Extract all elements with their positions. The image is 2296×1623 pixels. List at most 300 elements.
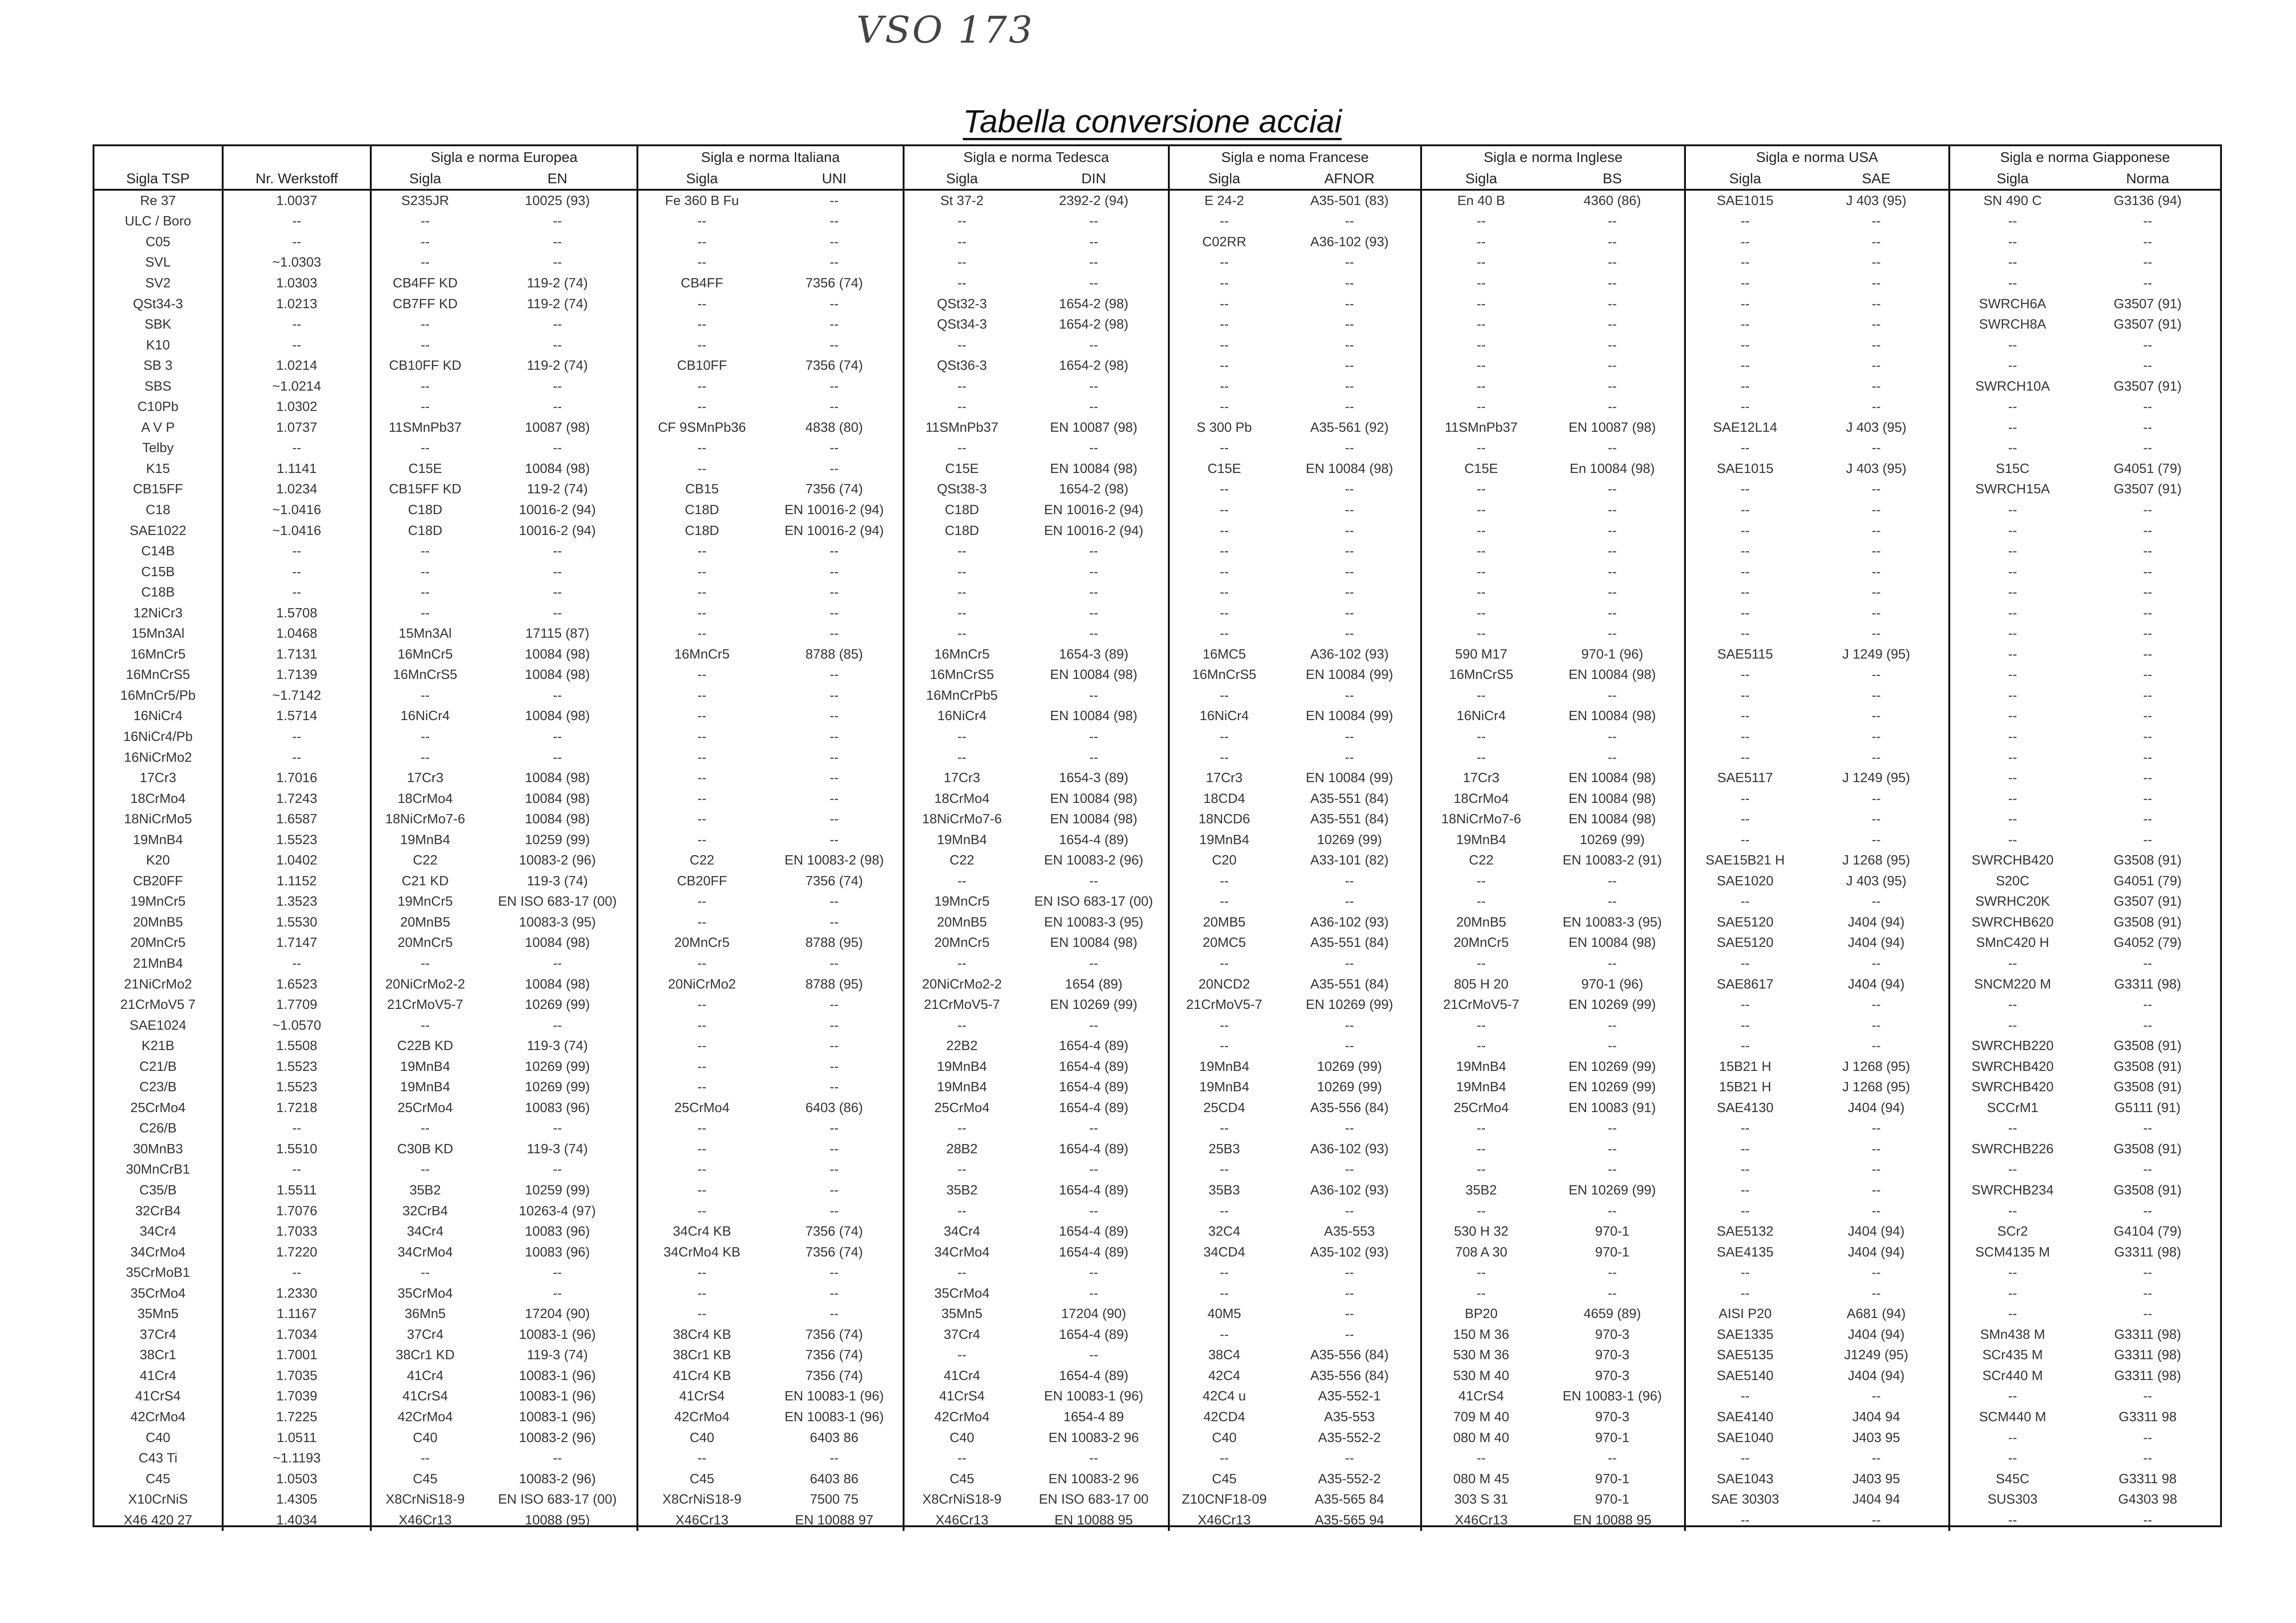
cell-fr-sigla: -- [1169,1036,1279,1057]
cell-it-norm: -- [830,1286,839,1301]
cell-uk-norm: 4360 (86) [1583,193,1641,208]
cell-uk-norm: -- [1608,564,1617,579]
cell-tsp: 41Cr4 [139,1368,176,1383]
cell-jp-norm: -- [2143,585,2152,600]
cell-it-norm: EN 10083-1 (96) [784,1389,884,1404]
header-europe-sigla: Sigla [371,168,478,190]
cell-uk-norm: EN 10087 (98) [1568,420,1656,435]
header-group-usa: Sigla e norma USA [1685,146,1949,168]
cell-eu-sigla: 35B2 [371,1180,478,1201]
cell-fr-norm: -- [1345,1306,1354,1322]
cell-de-norm: EN 10084 (98) [1050,667,1137,683]
cell-it-sigla: -- [637,1057,766,1077]
cell-de-norm: EN 10084 (98) [1050,935,1137,951]
cell-fr-norm: -- [1345,894,1354,909]
cell-it-sigla: -- [637,830,766,851]
cell-fr-sigla: 19MnB4 [1169,1077,1279,1098]
cell-uk-norm: 970-1 [1595,1224,1629,1239]
cell-us-norm: -- [1872,1265,1881,1281]
cell-eu-norm: 119-2 (74) [527,482,588,497]
cell-de-sigla: C18D [904,500,1019,521]
cell-eu-sigla: -- [371,335,478,356]
cell-tsp: Telby [142,441,174,456]
cell-jp-norm: G3507 (91) [2114,379,2182,394]
cell-us-sigla: -- [1685,232,1804,253]
cell-us-norm: J404 (94) [1847,1224,1905,1239]
cell-de-norm: 1654-4 (89) [1059,1059,1129,1074]
cell-jp-norm: -- [2143,812,2152,827]
cell-de-sigla: 34Cr4 [904,1221,1019,1242]
cell-tsp: SBS [144,379,172,394]
table-row [94,706,2220,727]
cell-it-norm: -- [830,1203,839,1219]
cell-eu-norm: -- [553,1162,562,1177]
cell-fr-sigla: -- [1169,623,1279,644]
cell-uk-sigla: 303 S 31 [1421,1489,1540,1510]
cell-fr-norm: -- [1345,317,1354,332]
cell-de-sigla: -- [904,438,1019,459]
cell-de-sigla: -- [904,727,1019,747]
cell-eu-norm: 10083-2 (96) [519,1430,596,1445]
cell-fr-norm: A36-102 (93) [1310,1183,1389,1198]
cell-fr-norm: EN 10269 (99) [1305,997,1393,1013]
cell-it-sigla: 41CrS4 [637,1387,766,1407]
header-group-japan: Sigla e norma Giapponese [1949,146,2220,168]
cell-it-norm: 7356 (74) [805,1224,863,1239]
cell-it-norm: -- [830,234,839,249]
cell-uk-sigla: 19MnB4 [1421,1077,1540,1098]
cell-jp-sigla: -- [1949,789,2075,809]
cell-fr-sigla: -- [1169,871,1279,892]
cell-de-norm: 1654-2 (98) [1059,358,1129,373]
cell-fr-sigla: -- [1169,562,1279,583]
cell-werkstoff: -- [223,438,371,459]
cell-jp-norm: -- [2143,234,2152,249]
cell-de-sigla: QSt38-3 [904,479,1019,500]
cell-it-sigla: Fe 360 B Fu [637,190,766,211]
table-row [94,376,2220,397]
cell-eu-norm: 119-2 (74) [527,296,588,311]
cell-fr-sigla: -- [1169,582,1279,603]
cell-uk-sigla: 21CrMoV5-7 [1421,995,1540,1015]
cell-jp-norm: -- [2143,791,2152,806]
table-row [94,1387,2220,1407]
cell-de-sigla: 16MnCrPb5 [904,685,1019,706]
cell-uk-sigla: -- [1421,1448,1540,1469]
cell-it-sigla: -- [637,892,766,913]
cell-uk-sigla: 25CrMo4 [1421,1098,1540,1119]
cell-uk-norm: -- [1608,873,1617,889]
cell-tsp: C15B [141,564,175,579]
cell-uk-sigla: 35B2 [1421,1180,1540,1201]
cell-eu-norm: 10084 (98) [524,771,590,786]
cell-werkstoff: -- [223,314,371,335]
cell-us-sigla: 15B21 H [1685,1057,1804,1077]
cell-us-sigla: SAE5135 [1685,1345,1804,1366]
cell-us-sigla: SAE8617 [1685,974,1804,995]
cell-fr-norm: -- [1345,1203,1354,1219]
cell-de-norm: EN 10083-3 (95) [1044,914,1143,930]
cell-jp-sigla: -- [1949,1510,2075,1531]
cell-uk-sigla: -- [1421,1201,1540,1222]
cell-us-sigla: SAE 30303 [1685,1489,1804,1510]
cell-uk-norm: -- [1608,1451,1617,1466]
table-row [94,1428,2220,1449]
cell-eu-norm: 10083-3 (95) [519,914,596,930]
cell-it-norm: -- [830,894,839,909]
cell-tsp: 34Cr4 [139,1224,176,1239]
cell-fr-norm: A35-561 (92) [1310,420,1389,435]
cell-us-norm: J404 (94) [1847,914,1905,930]
cell-eu-sigla: -- [371,376,478,397]
table-row [94,892,2220,913]
table-row [94,500,2220,521]
cell-tsp: SV2 [145,275,171,291]
cell-werkstoff: -- [223,727,371,747]
cell-uk-sigla: 17Cr3 [1421,768,1540,789]
cell-de-norm: -- [1089,214,1098,229]
cell-it-norm: -- [830,667,839,683]
cell-de-sigla: -- [904,871,1019,892]
cell-eu-sigla: 20MnB5 [371,912,478,933]
cell-de-sigla: -- [904,232,1019,253]
cell-fr-sigla: -- [1169,1325,1279,1345]
cell-us-norm: -- [1872,585,1881,600]
cell-fr-sigla: 25CD4 [1169,1098,1279,1119]
cell-uk-norm: -- [1608,399,1617,415]
cell-de-norm: -- [1089,956,1098,971]
cell-uk-sigla: 080 M 40 [1421,1428,1540,1449]
cell-us-norm: J404 94 [1852,1410,1900,1425]
cell-fr-norm: -- [1345,729,1354,744]
cell-fr-sigla: -- [1169,355,1279,376]
cell-werkstoff: -- [223,747,371,768]
cell-it-norm: -- [830,214,839,229]
cell-eu-norm: -- [553,585,562,600]
cell-fr-norm: 10269 (99) [1317,1080,1382,1095]
cell-eu-sigla: C22B KD [371,1036,478,1057]
table-row [94,1325,2220,1345]
cell-tsp: C18B [141,585,175,600]
cell-jp-sigla: -- [1949,706,2075,727]
cell-uk-norm: -- [1608,358,1617,373]
cell-de-norm: -- [1089,1121,1098,1136]
cell-uk-norm: 970-1 [1595,1430,1629,1445]
cell-it-norm: -- [830,296,839,311]
cell-it-sigla: X46Cr13 [637,1510,766,1531]
cell-us-norm: -- [1872,894,1881,909]
cell-werkstoff: 1.5510 [223,1139,371,1160]
cell-eu-sigla: -- [371,397,478,417]
cell-fr-sigla: 19MnB4 [1169,1057,1279,1077]
cell-eu-sigla: C22 [371,851,478,871]
cell-it-sigla: -- [637,623,766,644]
cell-uk-sigla: En 40 B [1421,190,1540,211]
cell-us-sigla: SAE5132 [1685,1221,1804,1242]
cell-it-norm: -- [830,729,839,744]
cell-jp-norm: G3311 (98) [2114,1244,2181,1260]
cell-it-norm: -- [830,399,839,415]
cell-us-sigla: -- [1685,995,1804,1015]
table-row [94,912,2220,933]
header-usa-sigla: Sigla [1685,168,1804,190]
cell-de-norm: EN 10084 (98) [1050,709,1137,724]
cell-fr-sigla: 18NCD6 [1169,809,1279,830]
cell-eu-norm: 10259 (99) [524,832,590,847]
cell-uk-norm: 4659 (89) [1583,1306,1641,1322]
cell-jp-norm: G3311 (98) [2114,1368,2181,1383]
cell-us-norm: -- [1872,1121,1881,1136]
cell-eu-sigla: -- [371,1262,478,1283]
cell-it-sigla: -- [637,1015,766,1036]
cell-de-sigla: St 37-2 [904,190,1019,211]
cell-tsp: C26/B [139,1121,177,1136]
cell-tsp: 15Mn3Al [131,626,185,641]
cell-us-norm: J1249 (95) [1844,1348,1909,1363]
cell-tsp: K10 [146,337,170,353]
header-group-france: Sigla e noma Francese [1169,146,1421,168]
cell-eu-sigla: 16MnCr5 [371,644,478,665]
cell-fr-norm: A36-102 (93) [1310,914,1389,930]
cell-eu-norm: -- [553,317,562,332]
cell-werkstoff: 1.1141 [223,459,371,479]
cell-us-sigla: -- [1685,953,1804,974]
cell-werkstoff: 1.0737 [223,417,371,438]
cell-jp-sigla: S45C [1949,1469,2075,1490]
cell-de-sigla: 19MnB4 [904,1077,1019,1098]
cell-uk-norm: -- [1608,255,1617,270]
cell-us-sigla: -- [1685,747,1804,768]
cell-it-sigla: 41Cr4 KB [637,1366,766,1387]
cell-de-sigla: QSt34-3 [904,314,1019,335]
cell-tsp: 17Cr3 [139,771,176,786]
cell-us-norm: -- [1872,688,1881,703]
cell-jp-norm: -- [2143,399,2152,415]
cell-it-norm: -- [830,564,839,579]
cell-it-sigla: -- [637,1036,766,1057]
cell-jp-norm: -- [2143,688,2152,703]
cell-eu-norm: 10083-1 (96) [519,1368,596,1383]
cell-uk-sigla: -- [1421,376,1540,397]
cell-jp-sigla: -- [1949,1387,2075,1407]
cell-de-sigla: 34CrMo4 [904,1242,1019,1263]
cell-fr-sigla: -- [1169,603,1279,624]
cell-us-sigla: -- [1685,892,1804,913]
cell-jp-sigla: -- [1949,809,2075,830]
cell-uk-sigla: 708 A 30 [1421,1242,1540,1263]
cell-eu-norm: 119-2 (74) [527,358,588,373]
cell-it-norm: -- [830,771,839,786]
cell-uk-norm: -- [1608,544,1617,559]
cell-tsp: K20 [146,853,170,868]
cell-it-norm: EN 10083-1 (96) [784,1410,884,1425]
cell-jp-norm: G3508 (91) [2114,1183,2182,1198]
cell-us-sigla: -- [1685,211,1804,232]
cell-us-norm: -- [1872,1141,1881,1157]
cell-jp-sigla: -- [1949,1283,2075,1304]
cell-eu-sigla: -- [371,541,478,562]
cell-us-sigla: -- [1685,479,1804,500]
table-row [94,933,2220,954]
cell-us-sigla: SAE1015 [1685,459,1804,479]
cell-fr-sigla: 16MC5 [1169,644,1279,665]
cell-us-norm: -- [1872,234,1881,249]
cell-jp-norm: G3508 (91) [2114,853,2182,868]
cell-it-norm: 7356 (74) [805,358,863,373]
cell-de-norm: EN 10083-2 96 [1048,1471,1139,1486]
cell-fr-sigla: -- [1169,1119,1279,1139]
cell-eu-norm: -- [553,750,562,765]
cell-eu-norm: 10083-2 (96) [519,853,596,868]
cell-werkstoff: 1.7139 [223,665,371,686]
cell-uk-sigla: -- [1421,1036,1540,1057]
cell-us-sigla: SAE5120 [1685,933,1804,954]
cell-jp-sigla: -- [1949,438,2075,459]
cell-de-sigla: 25CrMo4 [904,1098,1019,1119]
cell-werkstoff: 1.7039 [223,1387,371,1407]
cell-jp-norm: -- [2143,420,2152,435]
cell-jp-sigla: SWRCHB226 [1949,1139,2075,1160]
cell-us-sigla: -- [1685,1119,1804,1139]
cell-jp-sigla: -- [1949,1428,2075,1449]
cell-us-norm: -- [1872,1162,1881,1177]
cell-fr-norm: A36-102 (93) [1310,234,1389,249]
cell-de-norm: 1654-4 (89) [1059,1224,1129,1239]
cell-eu-norm: 10088 (95) [524,1512,590,1528]
table-row [94,1283,2220,1304]
handwritten-annotation: VSO 173 [856,8,1035,51]
cell-eu-norm: -- [553,399,562,415]
cell-it-sigla: C40 [637,1428,766,1449]
cell-us-sigla: SAE4140 [1685,1407,1804,1428]
steel-conversion-table [94,146,2220,1531]
cell-de-norm: -- [1089,1265,1098,1281]
cell-werkstoff: 1.7220 [223,1242,371,1263]
cell-it-norm: 7356 (74) [805,275,863,291]
cell-jp-norm: -- [2143,1512,2152,1528]
cell-jp-norm: G3507 (91) [2114,894,2182,909]
cell-eu-norm: -- [553,1451,562,1466]
table-row [94,623,2220,644]
cell-us-norm: J403 95 [1852,1471,1900,1486]
cell-us-norm: J 403 (95) [1846,193,1907,208]
cell-de-sigla: -- [904,1015,1019,1036]
cell-eu-sigla: 41Cr4 [371,1366,478,1387]
cell-werkstoff: 1.5511 [223,1180,371,1201]
header-japan-norm: Norma [2075,168,2220,190]
cell-jp-norm: -- [2143,956,2152,971]
cell-eu-sigla: 19MnB4 [371,830,478,851]
cell-eu-norm: -- [553,564,562,579]
cell-it-norm: 6403 86 [810,1430,859,1445]
cell-us-sigla: -- [1685,1387,1804,1407]
cell-tsp: 20MnCr5 [130,935,186,951]
cell-fr-norm: A35-102 (93) [1310,1244,1389,1260]
cell-fr-norm: A33-101 (82) [1310,853,1389,868]
cell-it-norm: -- [830,1018,839,1033]
cell-uk-sigla: X46Cr13 [1421,1510,1540,1531]
cell-jp-sigla: -- [1949,232,2075,253]
cell-de-sigla: 22B2 [904,1036,1019,1057]
cell-werkstoff: 1.5708 [223,603,371,624]
cell-jp-norm: G5111 (91) [2115,1100,2181,1115]
table-row [94,953,2220,974]
cell-it-norm: -- [830,791,839,806]
cell-eu-norm: -- [553,1018,562,1033]
cell-us-sigla: -- [1685,335,1804,356]
cell-it-norm: -- [830,626,839,641]
cell-it-sigla: -- [637,211,766,232]
table-row [94,294,2220,315]
cell-tsp: 21CrMoV5 7 [120,997,196,1013]
cell-eu-sigla: C30B KD [371,1139,478,1160]
cell-us-sigla: SAE1335 [1685,1325,1804,1345]
cell-eu-norm: 10083 (96) [524,1224,590,1239]
cell-jp-norm: -- [2143,1286,2152,1301]
cell-eu-sigla: 18NiCrMo7-6 [371,809,478,830]
cell-it-norm: 7500 75 [810,1492,859,1507]
table-row [94,438,2220,459]
cell-us-norm: -- [1872,997,1881,1013]
cell-werkstoff: -- [223,562,371,583]
cell-it-norm: -- [830,1080,839,1095]
cell-werkstoff: 1.6587 [223,809,371,830]
cell-tsp: SVL [145,255,171,270]
table-row [94,211,2220,232]
cell-de-sigla: 42CrMo4 [904,1407,1019,1428]
cell-jp-sigla: SWRCHB220 [1949,1036,2075,1057]
cell-uk-sigla: -- [1421,1262,1540,1283]
cell-it-norm: -- [830,461,839,476]
cell-werkstoff: 1.0402 [223,851,371,871]
header-france-norm: AFNOR [1279,168,1421,190]
cell-eu-sigla: -- [371,253,478,274]
cell-eu-norm: 10083-1 (96) [519,1410,596,1425]
cell-tsp: 18CrMo4 [130,791,186,806]
header-uk-norm: BS [1540,168,1685,190]
cell-de-sigla: -- [904,211,1019,232]
table-row [94,1139,2220,1160]
cell-jp-sigla: -- [1949,1160,2075,1181]
cell-eu-sigla: -- [371,747,478,768]
header-italy-sigla: Sigla [637,168,766,190]
cell-tsp: K15 [146,461,170,476]
cell-us-norm: J404 (94) [1847,976,1905,992]
cell-it-norm: EN 10083-2 (98) [784,853,884,868]
cell-de-norm: 17204 (90) [1061,1306,1126,1322]
table-row [94,1510,2220,1531]
cell-jp-norm: -- [2143,337,2152,353]
cell-us-sigla: -- [1685,397,1804,417]
cell-tsp: QSt34-3 [133,296,183,311]
cell-de-norm: -- [1089,379,1098,394]
cell-werkstoff: ~1.0303 [223,253,371,274]
cell-jp-sigla: SWRCH6A [1949,294,2075,315]
cell-de-norm: 1654-4 (89) [1059,1368,1129,1383]
cell-fr-sigla: 42C4 [1169,1366,1279,1387]
cell-tsp: 16MnCrS5 [125,667,190,683]
cell-it-norm: 4838 (80) [805,420,863,435]
cell-eu-norm: -- [553,441,562,456]
cell-fr-norm: -- [1345,956,1354,971]
cell-uk-norm: -- [1608,688,1617,703]
cell-uk-sigla: -- [1421,1119,1540,1139]
cell-fr-sigla: -- [1169,376,1279,397]
cell-de-norm: -- [1089,1162,1098,1177]
cell-uk-sigla: C22 [1421,851,1540,871]
cell-uk-sigla: -- [1421,747,1540,768]
cell-eu-sigla: CB10FF KD [371,355,478,376]
